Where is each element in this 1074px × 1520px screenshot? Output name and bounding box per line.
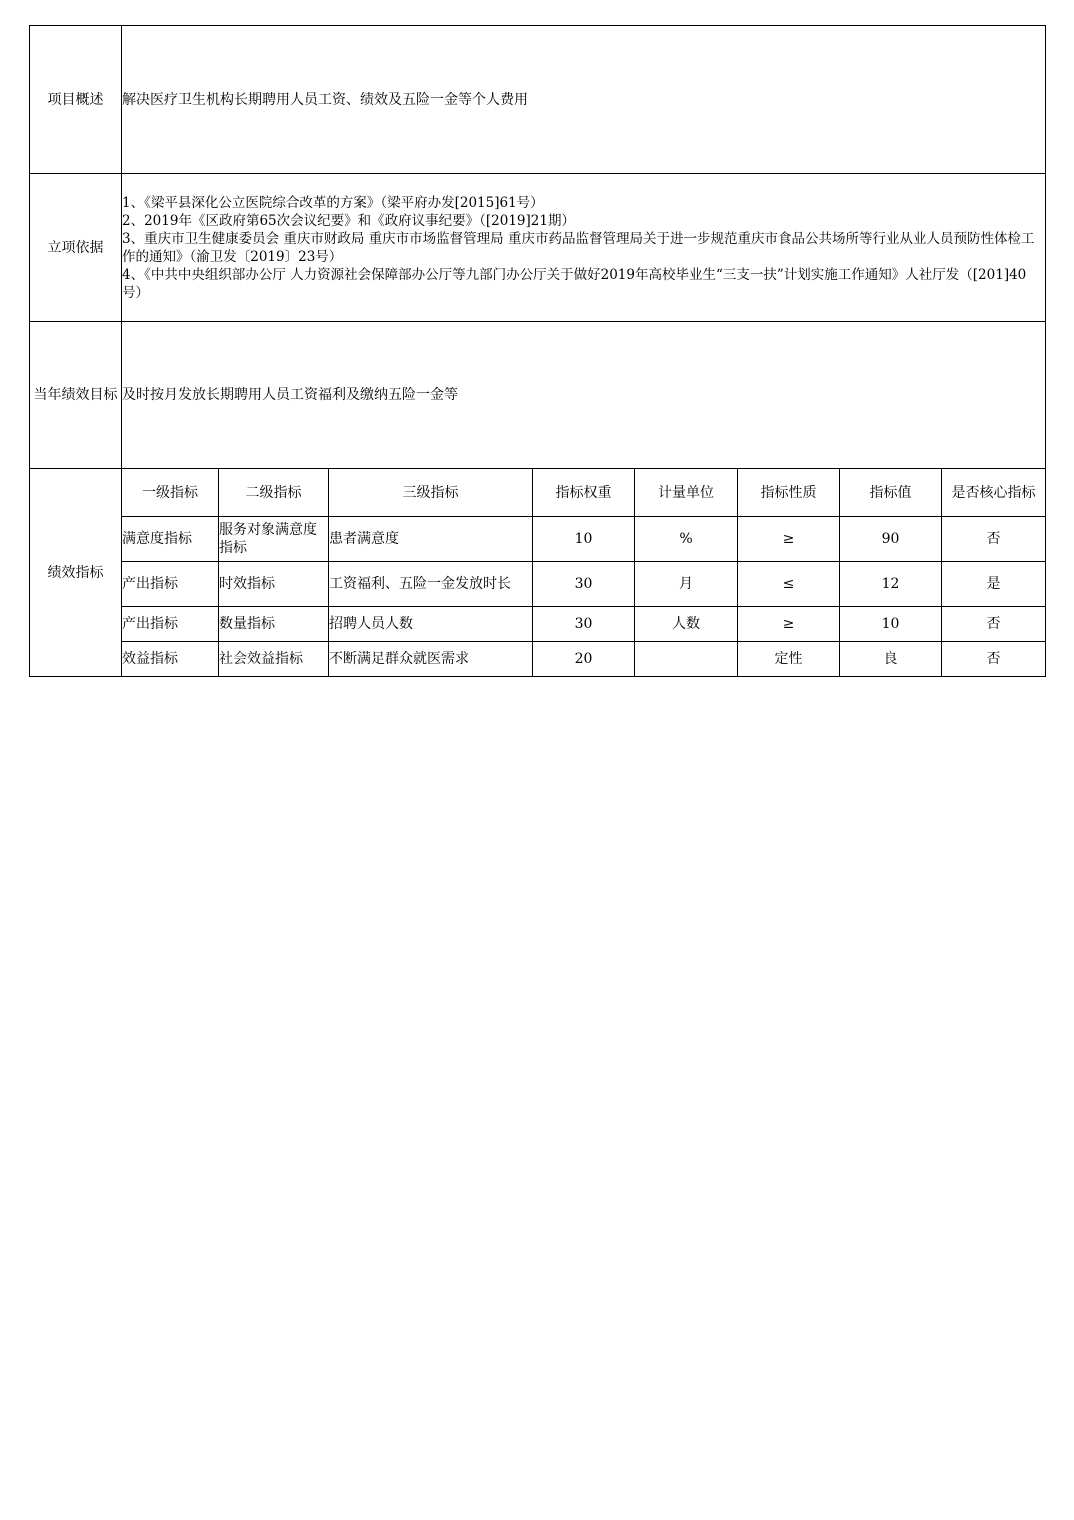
nature-cell: ≥ (738, 517, 840, 562)
nature-cell: 定性 (738, 642, 840, 677)
overview-label: 项目概述 (30, 26, 122, 174)
value-cell: 12 (840, 562, 942, 607)
basis-line: 3、重庆市卫生健康委员会 重庆市财政局 重庆市市场监督管理局 重庆市药品监督管理局关于进一步规范重庆市食品公共场所等行业从业人员预防性体检工作的通知》（渝卫发〔2019〕23号） (122, 230, 1035, 265)
level1-cell: 效益指标 (122, 642, 219, 677)
table-row (30, 607, 1046, 642)
value-cell: 90 (840, 517, 942, 562)
level3-cell: 招聘人员人数 (329, 607, 533, 642)
header-cell: 一级指标 (122, 469, 219, 517)
basis-line: 4、《中共中央组织部办公厅 人力资源社会保障部办公厅等九部门办公厅关于做好2019年高校毕业生“三支一扶”计划实施工作通知》人社厅发（[201]40号） (122, 266, 1027, 301)
core-cell: 否 (942, 607, 1046, 642)
level2-cell: 服务对象满意度指标 (219, 517, 329, 562)
indicator-header-row (30, 469, 1046, 517)
level1-cell: 产出指标 (122, 607, 219, 642)
weight-cell: 10 (533, 517, 635, 562)
header-cell: 是否核心指标 (942, 469, 1046, 517)
level3-cell: 不断满足群众就医需求 (329, 642, 533, 677)
header-cell: 三级指标 (329, 469, 533, 517)
core-cell: 否 (942, 642, 1046, 677)
basis-content (122, 174, 1046, 322)
header-cell: 二级指标 (219, 469, 329, 517)
header-cell: 指标性质 (738, 469, 840, 517)
weight-cell: 30 (533, 562, 635, 607)
overview-row (30, 26, 1046, 174)
header-cell: 指标值 (840, 469, 942, 517)
header-cell: 指标权重 (533, 469, 635, 517)
level2-cell: 数量指标 (219, 607, 329, 642)
table-row (30, 642, 1046, 677)
value-cell: 良 (840, 642, 942, 677)
level3-cell: 患者满意度 (329, 517, 533, 562)
unit-cell (635, 642, 738, 677)
value-cell: 10 (840, 607, 942, 642)
target-row (30, 322, 1046, 469)
header-cell: 计量单位 (635, 469, 738, 517)
level1-cell: 满意度指标 (122, 517, 219, 562)
indicators-label: 绩效指标 (30, 469, 122, 677)
level1-cell: 产出指标 (122, 562, 219, 607)
weight-cell: 30 (533, 607, 635, 642)
core-cell: 否 (942, 517, 1046, 562)
table-row (30, 562, 1046, 607)
core-cell: 是 (942, 562, 1046, 607)
nature-cell: ≥ (738, 607, 840, 642)
table-row (30, 517, 1046, 562)
weight-cell: 20 (533, 642, 635, 677)
project-performance-table (29, 25, 1046, 677)
basis-line: 1、《梁平县深化公立医院综合改革的方案》（梁平府办发[2015]61号） (122, 194, 544, 211)
basis-row (30, 174, 1046, 322)
target-label: 当年绩效目标 (30, 322, 122, 469)
overview-text: 解决医疗卫生机构长期聘用人员工资、绩效及五险一金等个人费用 (122, 26, 1046, 174)
basis-label: 立项依据 (30, 174, 122, 322)
level2-cell: 社会效益指标 (219, 642, 329, 677)
level3-cell: 工资福利、五险一金发放时长 (329, 562, 533, 607)
nature-cell: ≤ (738, 562, 840, 607)
unit-cell: % (635, 517, 738, 562)
unit-cell: 人数 (635, 607, 738, 642)
level2-cell: 时效指标 (219, 562, 329, 607)
target-text: 及时按月发放长期聘用人员工资福利及缴纳五险一金等 (122, 322, 1046, 469)
basis-line: 2、2019年《区政府第65次会议纪要》和《政府议事纪要》（[2019]21期） (122, 212, 575, 229)
unit-cell: 月 (635, 562, 738, 607)
